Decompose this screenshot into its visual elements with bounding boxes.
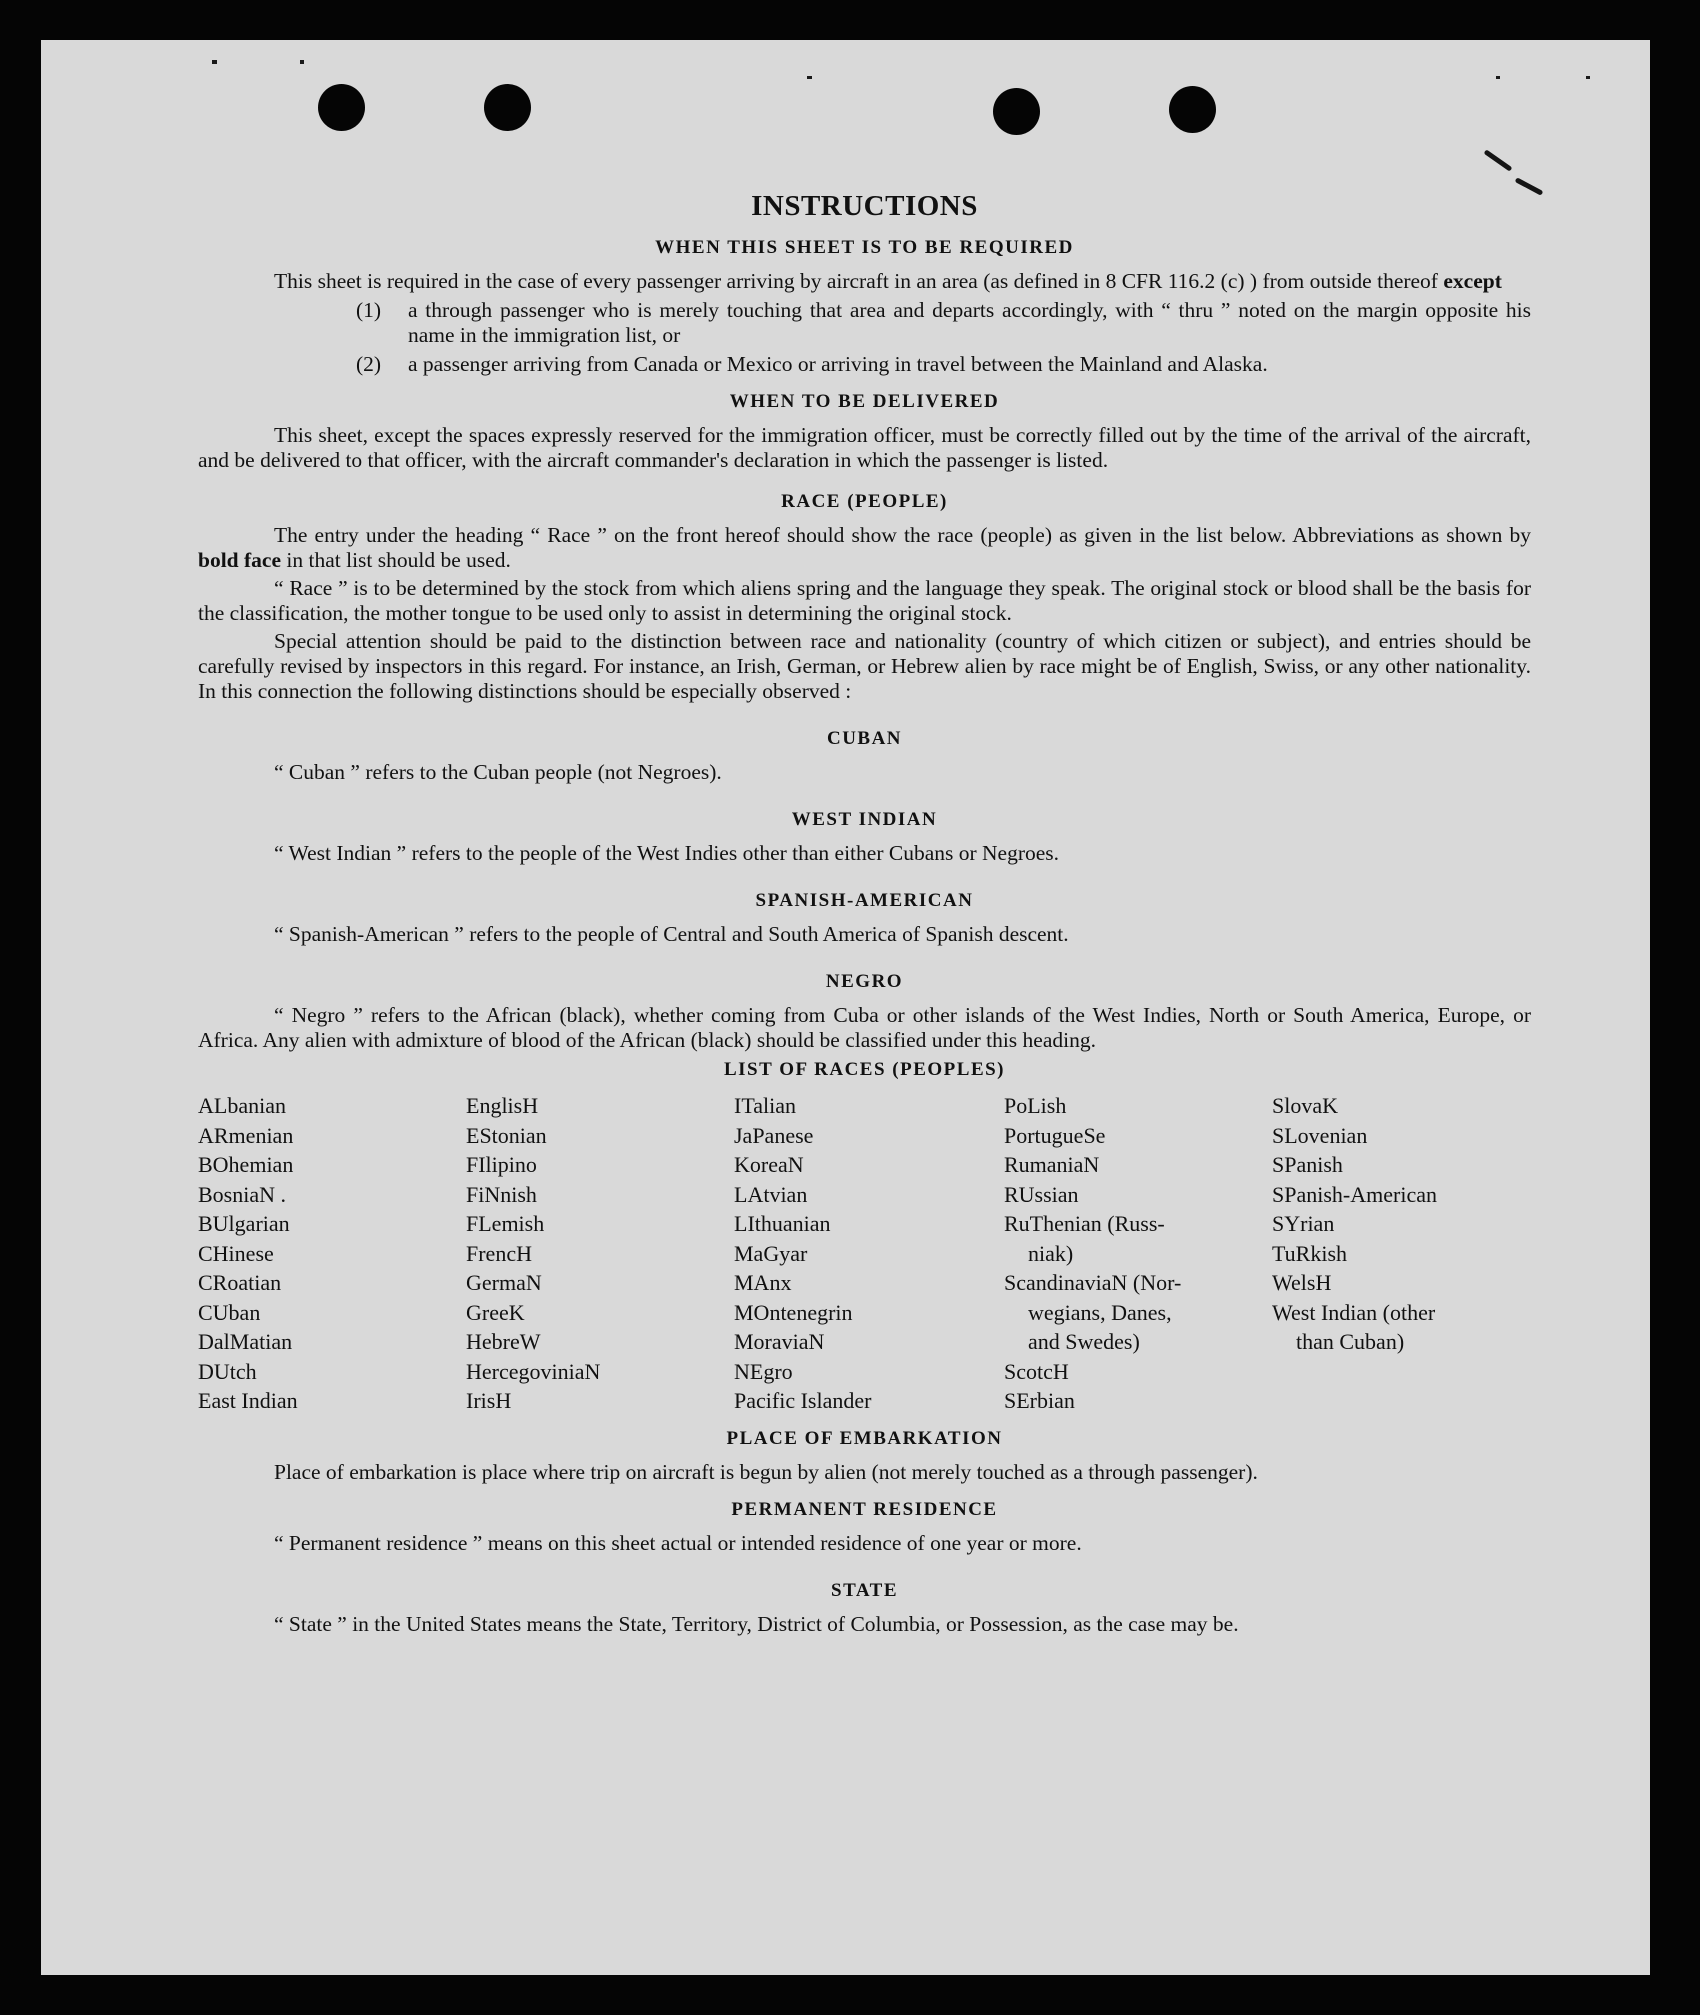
embarkation-text: Place of embarkation is place where trip on aircraft is begun by alien (not merely touched as a through passenger). — [274, 1459, 1258, 1484]
race-paragraph-1 — [198, 523, 1531, 573]
race-entry: MoraviaN — [734, 1329, 825, 1354]
race-text-a: The entry under the heading “ Race ” on the front hereof should show the race (people) as given in the list below. Abbreviations as shown by — [274, 523, 1531, 547]
race-entry: SYrian — [1272, 1211, 1335, 1236]
race-entry: HercegoviniaN — [466, 1358, 601, 1384]
speck — [300, 60, 304, 64]
speck — [212, 60, 217, 64]
page-title: INSTRUCTIONS — [751, 190, 978, 222]
race-entry: LAtvian — [734, 1181, 808, 1207]
punch-hole — [1169, 86, 1216, 133]
race-entry-continued: niak) — [1028, 1240, 1074, 1266]
bold-face-text: bold face — [198, 548, 282, 572]
race-entry: PoLish — [1004, 1093, 1067, 1118]
races-table — [198, 1091, 1531, 1416]
race-entry: CRoatian — [198, 1270, 282, 1295]
section-heading-embarkation: PLACE OF EMBARKATION — [726, 1427, 1003, 1449]
race-entry: ScandinaviaN (Nor- — [1004, 1270, 1182, 1295]
race-entry: SErbian — [1004, 1388, 1075, 1413]
race-entry: BosniaN . — [198, 1181, 286, 1207]
race-entry: NEgro — [734, 1358, 793, 1384]
race-text-b: in that list should be used. — [286, 548, 511, 572]
exception-item — [356, 298, 1531, 348]
spanish-american-text: “ Spanish-American ” refers to the people of Central and South America of Spanish descent. — [274, 922, 1069, 946]
item-text: a through passenger who is merely touching that area and departs accordingly, with “ thru ” noted on the margin opposite his name in the immigration list, or — [408, 298, 1531, 347]
race-entry: Pacific Islander — [734, 1388, 872, 1413]
race-entry: ITalian — [734, 1093, 796, 1118]
speck — [1586, 76, 1590, 79]
races-column-2 — [466, 1091, 734, 1416]
west-indian-text: “ West Indian ” refers to the people of the West Indies other than either Cubans or Negroes. — [274, 841, 1060, 865]
race-entry: SLovenian — [1272, 1122, 1368, 1148]
race-entry: RuThenian (Russ- — [1004, 1211, 1165, 1236]
speck — [807, 76, 812, 79]
race-entry: RumaniaN — [1004, 1152, 1100, 1177]
section-heading-cuban: CUBAN — [826, 728, 903, 749]
race-entry: West Indian (other — [1272, 1299, 1436, 1325]
race-entry: ScotcH — [1004, 1358, 1069, 1384]
section-heading-west-indian: WEST INDIAN — [791, 809, 938, 830]
race-entry: CUban — [198, 1299, 261, 1325]
race-entry: IrisH — [466, 1388, 512, 1413]
item-number: (1) — [356, 298, 382, 322]
race-entry: ALbanian — [198, 1093, 286, 1118]
list-of-races-heading: LIST OF RACES (PEOPLES) — [723, 1059, 1006, 1080]
race-entry: JaPanese — [734, 1122, 814, 1148]
race-paragraph-3: Special attention should be paid to the distinction between race and nationality (country of which citizen or subject), and entries should be carefully revised by inspectors in this regard. For instance, an Irish, German, or Hebrew alien by race might be of English, Swiss, or any other nationality. In this connection the following distinctions should be especially observed : — [198, 629, 1531, 703]
race-entry-continued: and Swedes) — [1028, 1329, 1140, 1354]
race-entry: PortugueSe — [1004, 1122, 1106, 1148]
race-entry: CHinese — [198, 1240, 274, 1266]
race-entry: RUssian — [1004, 1181, 1079, 1207]
races-column-3 — [734, 1091, 1004, 1416]
race-entry: GreeK — [466, 1299, 525, 1325]
race-entry: BUlgarian — [198, 1211, 290, 1236]
race-paragraph-2: “ Race ” is to be determined by the stock from which aliens spring and the language they speak. The original stock or blood shall be the basis for the classification, the mother tongue to be used only to assist in determining the original stock. — [198, 576, 1531, 625]
race-entry: LIthuanian — [734, 1211, 831, 1236]
section-heading-required: WHEN THIS SHEET IS TO BE REQUIRED — [655, 237, 1074, 258]
punch-hole — [318, 84, 365, 131]
section-heading-delivered: WHEN TO BE DELIVERED — [729, 391, 1000, 412]
speck — [1496, 76, 1500, 79]
race-entry: FrencH — [466, 1240, 532, 1266]
race-entry: SPanish-American — [1272, 1181, 1437, 1207]
race-entry: KoreaN — [734, 1152, 804, 1177]
races-column-1 — [198, 1091, 466, 1416]
section-heading-residence: PERMANENT RESIDENCE — [731, 1498, 998, 1520]
race-entry: East Indian — [198, 1388, 298, 1413]
race-entry: FLemish — [466, 1211, 545, 1236]
races-column-5 — [1272, 1091, 1531, 1416]
race-entry: SPanish — [1272, 1152, 1343, 1177]
punch-hole — [993, 88, 1040, 135]
races-column-4 — [1004, 1091, 1272, 1416]
section-heading-state: STATE — [831, 1579, 898, 1601]
exception-item — [356, 352, 1531, 377]
required-paragraph — [198, 269, 1531, 294]
race-entry: GermaN — [466, 1270, 542, 1295]
section-heading-race: RACE (PEOPLE) — [781, 491, 948, 512]
race-entry: DalMatian — [198, 1329, 293, 1354]
race-entry-continued: than Cuban) — [1296, 1329, 1405, 1354]
instructions-body — [198, 150, 1531, 1637]
negro-text: “ Negro ” refers to the African (black), whether coming from Cuba or other islands of the West Indies, North or South America, Europe, or Africa. Any alien with admixture of blood of the African (black) should be classified under this heading. — [198, 1003, 1531, 1052]
race-entry: FIlipino — [466, 1152, 537, 1177]
race-entry: EnglisH — [466, 1093, 539, 1118]
except-bold: except — [1443, 269, 1502, 293]
document-page — [41, 40, 1650, 1975]
race-entry: MaGyar — [734, 1240, 808, 1266]
punch-hole — [484, 84, 531, 131]
race-entry: FiNnish — [466, 1181, 537, 1207]
section-heading-spanish-american: SPANISH-AMERICAN — [755, 890, 974, 911]
race-entry: DUtch — [198, 1358, 257, 1384]
race-entry: MAnx — [734, 1270, 792, 1295]
race-entry: BOhemian — [198, 1152, 294, 1177]
item-text: a passenger arriving from Canada or Mexico or arriving in travel between the Mainland and Alaska. — [408, 352, 1268, 376]
section-heading-negro: NEGRO — [825, 971, 904, 992]
race-entry-continued: wegians, Danes, — [1028, 1299, 1172, 1325]
race-entry: WelsH — [1272, 1270, 1332, 1295]
race-entry: EStonian — [466, 1122, 547, 1148]
race-entry: TuRkish — [1272, 1240, 1348, 1266]
residence-text: “ Permanent residence ” means on this sheet actual or intended residence of one year or more. — [274, 1530, 1082, 1555]
race-entry: SlovaK — [1272, 1093, 1338, 1118]
cuban-text: “ Cuban ” refers to the Cuban people (not Negroes). — [274, 760, 722, 784]
required-text: This sheet is required in the case of every passenger arriving by aircraft in an area (as defined in 8 CFR 116.2 (c) ) from outside thereof — [274, 269, 1438, 293]
race-entry: ARmenian — [198, 1122, 294, 1148]
race-entry: MOntenegrin — [734, 1299, 853, 1325]
state-text: “ State ” in the United States means the State, Territory, District of Columbia, or Possession, as the case may be. — [274, 1611, 1239, 1636]
race-entry: HebreW — [466, 1329, 541, 1354]
delivered-paragraph: This sheet, except the spaces expressly reserved for the immigration officer, must be correctly filled out by the time of the arrival of the aircraft, and be delivered to that officer, with the aircraft commander's declaration in which the passenger is listed. — [198, 423, 1531, 472]
item-number: (2) — [356, 352, 382, 376]
